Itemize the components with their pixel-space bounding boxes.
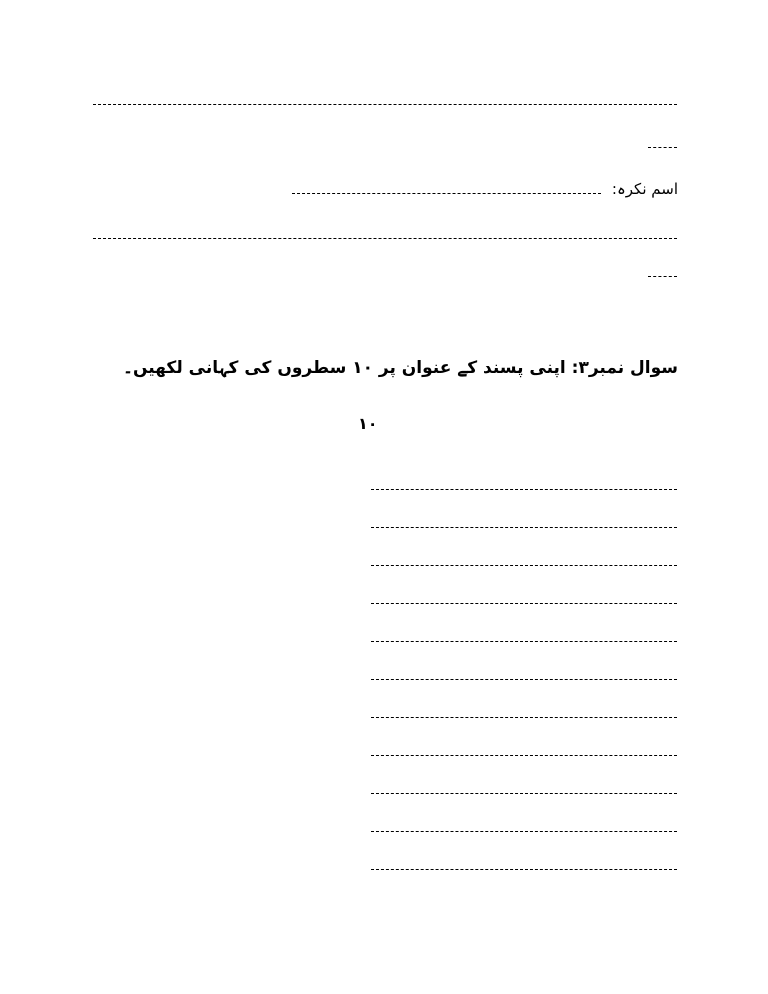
answer-line[interactable] — [371, 869, 677, 870]
answer-line-short[interactable] — [648, 276, 677, 277]
answer-line[interactable] — [371, 755, 677, 756]
answer-line[interactable] — [371, 527, 677, 528]
answer-line[interactable] — [371, 565, 677, 566]
answer-line[interactable] — [371, 717, 677, 718]
lines-count-label: ۱۰ — [358, 414, 378, 433]
answer-line-full[interactable] — [93, 104, 677, 105]
answer-line[interactable] — [371, 831, 677, 832]
field-label: اسم نکرہ: — [611, 180, 678, 198]
field-answer-line[interactable] — [292, 193, 601, 194]
answer-line[interactable] — [371, 679, 677, 680]
question-heading: سوال نمبر۳: اپنی پسند کے عنوان پر ۱۰ سطروں کی کہانی لکھیں۔ — [123, 358, 678, 378]
answer-line-short[interactable] — [648, 147, 677, 148]
answer-line[interactable] — [371, 793, 677, 794]
answer-line[interactable] — [371, 603, 677, 604]
answer-line-full[interactable] — [93, 238, 677, 239]
answer-line[interactable] — [371, 489, 677, 490]
answer-line[interactable] — [371, 641, 677, 642]
